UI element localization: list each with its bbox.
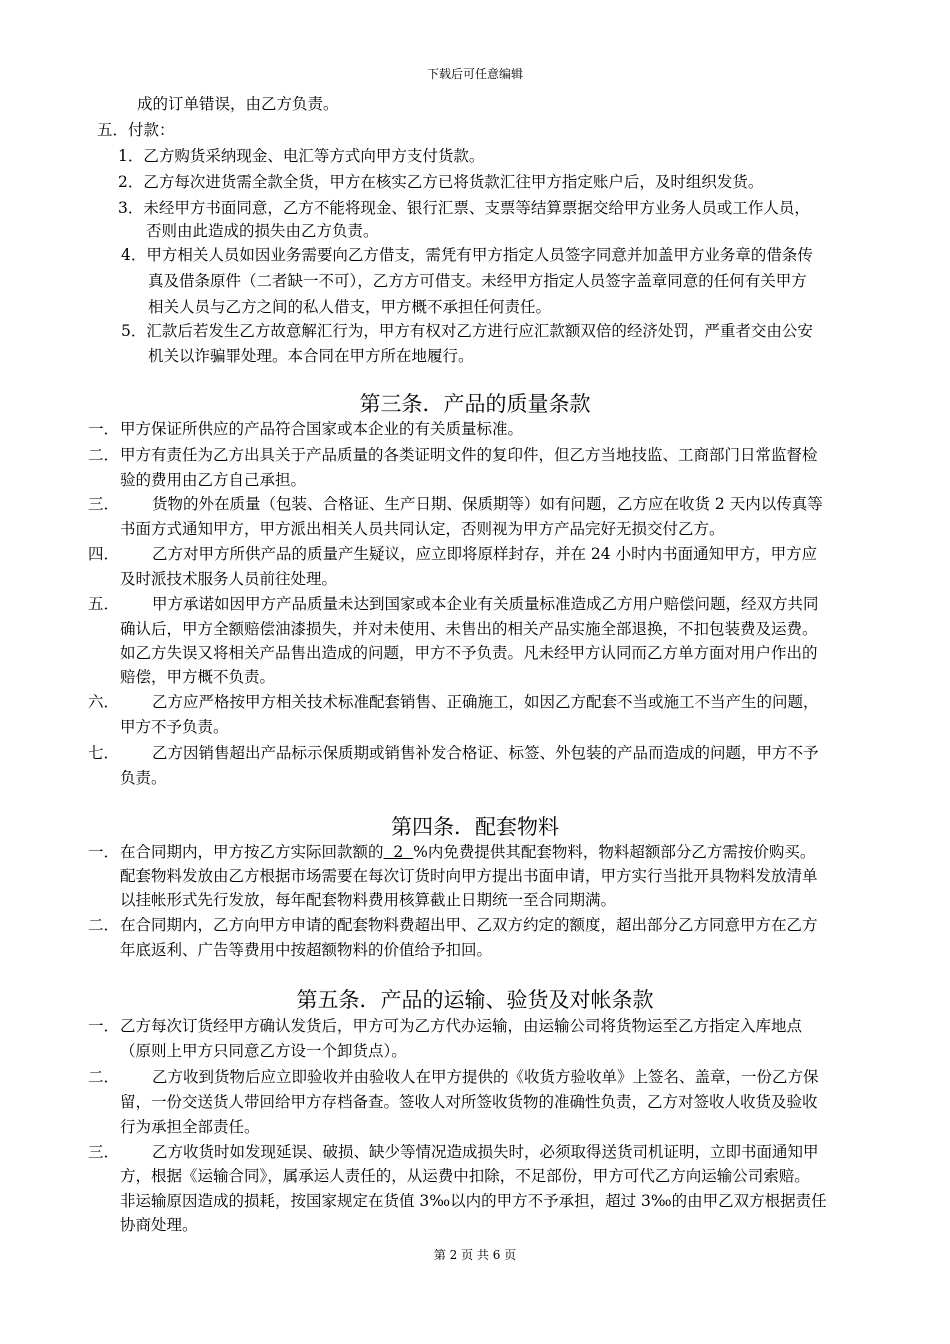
art3-item-text: 书面方式通知甲方，甲方派出相关人员共同认定，否则视为甲方产品完好无损交付乙方。 <box>120 520 725 538</box>
art3-item-num: 四． <box>88 545 120 563</box>
art5-item-text: 乙方每次订货经甲方确认发货后，甲方可为乙方代办运输，由运输公司将货物运至乙方指定入库地点 <box>120 1017 803 1035</box>
art5-item-text: 留，一份交送货人带回给甲方存档备查。签收人对所签收货物的准确性负责，乙方对签收人收货及验收 <box>120 1093 818 1111</box>
payment-item-5: 5．汇款后若发生乙方故意解汇行为，甲方有权对乙方进行应汇款额双倍的经济处罚，严重者交由公安 <box>121 322 813 340</box>
art3-item-text: 甲方保证所供应的产品符合国家或本企业的有关质量标准。 <box>120 420 524 438</box>
art5-item-text: 乙方收货时如发现延误、破损、缺少等情况造成损失时，必须取得送货司机证明，立即书面通知甲 <box>152 1143 819 1161</box>
payment-item-5-cont: 机关以诈骗罪处理。本合同在甲方所在地履行。 <box>148 347 474 365</box>
payment-item-4-cont: 相关人员与乙方之间的私人借支，甲方概不承担任何责任。 <box>148 298 552 316</box>
art5-item-text: 行为承担全部责任。 <box>120 1118 260 1136</box>
payment-item-4-cont: 真及借条原件（二者缺一不可），乙方方可借支。未经甲方指定人员签字盖章同意的任何有关甲方 <box>148 272 807 290</box>
page-footer: 第 2 页 共 6 页 <box>433 1248 517 1262</box>
art4-item-text: 配套物料发放由乙方根据市场需要在每次订货时向甲方提出书面申请，甲方实行当批开具物料发放清单 <box>120 867 818 885</box>
art3-item-text: 乙方对甲方所供产品的质量产生疑议，应立即将原样封存，并在 24 小时内书面通知甲方，甲方应 <box>152 545 818 563</box>
art5-item-num: 二． <box>88 1068 120 1086</box>
art5-item-text: 乙方收到货物后应立即验收并由验收人在甲方提供的《收货方验收单》上签名、盖章，一份乙方保 <box>152 1068 819 1086</box>
art4-item-num: 一． <box>88 843 120 861</box>
art3-item-text: 确认后，甲方全额赔偿油漆损失，并对未使用、未售出的相关产品实施全部退换，不扣包装费及运费。 <box>120 620 818 638</box>
art4-item-text: 年底返利、广告等费用中按超额物料的价值给予扣回。 <box>120 941 493 959</box>
art5-item-num: 一． <box>88 1017 120 1035</box>
payment-item-1: 1．乙方购货采纳现金、电汇等方式向甲方支付货款。 <box>118 147 485 165</box>
article-3-heading: 第三条．产品的质量条款 <box>359 392 591 416</box>
payment-item-4: 4．甲方相关人员如因业务需要向乙方借支，需凭有甲方指定人员签字同意并加盖甲方业务章的借条传 <box>121 246 813 264</box>
art3-item-text: 乙方应严格按甲方相关技术标准配套销售、正确施工，如因乙方配套不当或施工不当产生的问题， <box>152 693 819 711</box>
art3-item-text: 赔偿，甲方概不负责。 <box>120 668 276 686</box>
art4-item-1-pre: 在合同期内，甲方按乙方实际回款额的 <box>120 843 384 861</box>
payment-item-2: 2．乙方每次进货需全款全货，甲方在核实乙方已将货款汇往甲方指定账户后，及时组织发货。 <box>118 173 764 191</box>
art5-item-text: 协商处理。 <box>120 1216 198 1234</box>
payment-title: 五．付款： <box>97 121 175 139</box>
continuation-text: 成的订单错误，由乙方负责。 <box>137 95 339 113</box>
art4-item-1-post: %内免费提供其配套物料，物料超额部分乙方需按价购买。 <box>413 843 816 861</box>
art3-item-text: 验的费用由乙方自己承担。 <box>120 471 307 489</box>
art5-item-text: 方，根据《运输合同》，属承运人责任的，从运费中扣除，不足部份，甲方可代乙方向运输公司索赔。 <box>120 1167 810 1185</box>
page-header: 下载后可任意编辑 <box>426 67 523 81</box>
art5-item-text: （原则上甲方只同意乙方设一个卸货点）。 <box>120 1042 407 1060</box>
payment-item-3: 3．未经甲方书面同意，乙方不能将现金、银行汇票、支票等结算票据交给甲方业务人员或工作人员， <box>118 199 810 217</box>
percentage-value: 2 <box>383 843 414 861</box>
art3-item-num: 三． <box>88 495 120 513</box>
art3-item-text: 乙方因销售超出产品标示保质期或销售补发合格证、标签、外包装的产品而造成的问题，甲方不予 <box>152 744 819 762</box>
art3-item-text: 甲方有责任为乙方出具关于产品质量的各类证明文件的复印件，但乙方当地技监、工商部门日常监督检 <box>120 446 818 464</box>
art4-item-num: 二． <box>88 916 120 934</box>
payment-item-3-cont: 否则由此造成的损失由乙方负责。 <box>146 222 379 240</box>
art3-item-num: 二． <box>88 446 120 464</box>
art3-item-num: 六． <box>88 693 120 711</box>
art4-item-1 <box>120 839 815 865</box>
art3-item-text: 甲方不予负责。 <box>120 718 229 736</box>
art5-item-num: 三． <box>88 1143 120 1161</box>
art3-item-num: 五． <box>88 595 120 613</box>
art4-item-text: 以挂帐形式先行发放，每年配套物料费用核算截止日期统一至合同期满。 <box>120 891 617 909</box>
art4-item-text: 在合同期内，乙方向甲方申请的配套物料费超出甲、乙双方约定的额度，超出部分乙方同意甲方在乙方 <box>120 916 818 934</box>
art3-item-text: 负责。 <box>120 769 167 787</box>
art3-item-text: 如乙方失误又将相关产品售出造成的问题，甲方不予负责。凡未经甲方认同而乙方单方面对用户作出的 <box>120 644 818 662</box>
art3-item-text: 及时派技术服务人员前往处理。 <box>120 570 338 588</box>
art3-item-text: 甲方承诺如因甲方产品质量未达到国家或本企业有关质量标准造成乙方用户赔偿问题，经双方共同 <box>152 595 819 613</box>
art3-item-num: 七． <box>88 744 120 762</box>
art5-item-text: 非运输原因造成的损耗，按国家规定在货值 3‰以内的甲方不予承担，超过 3‰的由甲乙双方根据责任 <box>120 1192 827 1210</box>
art3-item-num: 一． <box>88 420 120 438</box>
article-4-heading: 第四条．配套物料 <box>391 815 559 839</box>
article-5-heading: 第五条．产品的运输、验货及对帐条款 <box>296 988 654 1012</box>
art3-item-text: 货物的外在质量（包装、合格证、生产日期、保质期等）如有问题，乙方应在收货 2 天内以传真等 <box>152 495 823 513</box>
